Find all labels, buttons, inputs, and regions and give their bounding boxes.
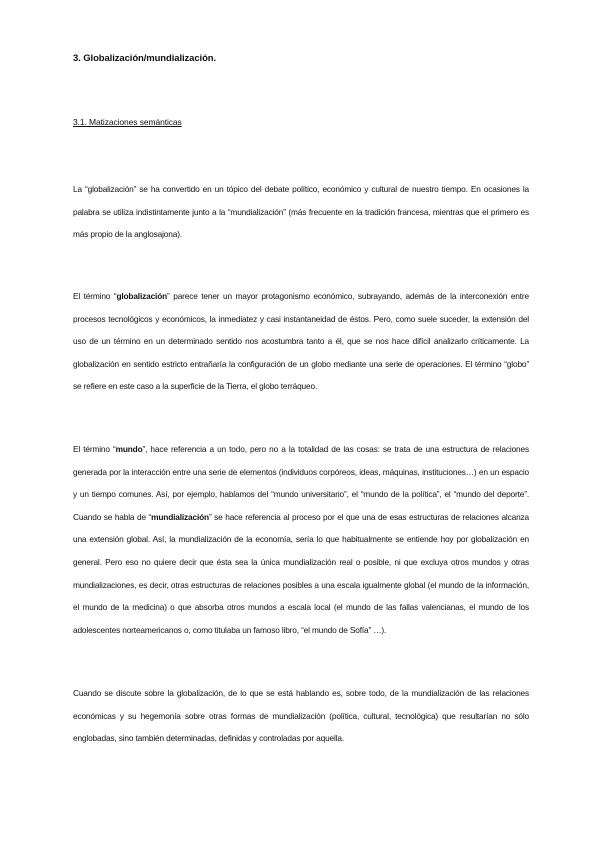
paragraph-conclusion	[73, 682, 529, 750]
paragraph-text: El término “	[73, 291, 117, 301]
paragraph-mundo	[73, 438, 529, 641]
paragraph-text: ” parece tener un mayor protagonismo económico, subrayando, además de la interconexión entre procesos tecnológicos y económicos, la inmediatez y casi instantaneidad de éstos. Pero, como suele suceder, la extensión del uso de un término en un determinado sentido nos acostumbra tanto a él, que se nos hace difícil analizarlo críticamente. La globalización en sentido estricto entrañaría la configuración de un globo mediante una serie de operaciones. El término “globo” se refiere en este caso a la superficie de la Tierra, el globo terráqueo.	[73, 291, 529, 392]
paragraph-text: ” se hace referencia al proceso por el que una de esas estructuras de relaciones alcanza una extensión global. Así, la mundialización de la economía, sería lo que habitualmente se entiende hoy por globalización en general. Pero eso no quiere decir que ésta sea la única mundialización real o posible, ni que excluya otros mundos y otras mundializaciones, es decir, otras estructuras de relaciones posibles a una escala igualmente global (el mundo de la información, el mundo de la medicina) o que absorba otros mundos a escala local (el mundo de las fallas valencianas, el mundo de los adolescentes norteamericanos o, como titulaba un famoso libro, “el mundo de Sofía” …).	[73, 511, 529, 635]
paragraph-text: Cuando se discute sobre la globalización, de lo que se está hablando es, sobre todo, de la mundialización de las relaciones económicas y su hegemonía sobre otras formas de mundialización (política, cultural, tecnológica) que resultarían no sólo englobadas, sino también determinadas, definidas y controladas por aquella.	[73, 688, 529, 744]
paragraph-intro	[73, 178, 529, 246]
paragraph-globalizacion	[73, 285, 529, 398]
subsection-heading: 3.1. Matizaciones semánticas	[73, 117, 182, 127]
paragraph-text: La “globalización” se ha convertido en un tópico del debate político, económico y cultural de nuestro tiempo. En ocasiones la palabra se utiliza indistintamente junto a la “mundialización” (más frecuente en la tradición francesa, mientras que el primero es más propio de la anglosajona).	[73, 184, 529, 240]
section-heading: 3. Globalización/mundialización.	[73, 53, 217, 64]
term-mundo: mundo	[115, 444, 143, 454]
term-globalizacion: globalización	[116, 291, 168, 301]
paragraph-text: El término “	[73, 444, 116, 454]
term-mundializacion: mundialización	[151, 511, 209, 522]
paragraph-text: ”, hace referencia a un todo, pero no a la totalidad de las cosas: se trata de una estructura de relaciones generada por la interacción entre una serie de elementos (individuos corpóreos, ideas, máquinas, instituciones…) en un espacio y un tiempo comunes. Así, por ejemplo, hablamos del “mundo universitario”, el “mundo de la política”, el “mundo del deporte”. Cuando se habla de “	[73, 444, 529, 522]
